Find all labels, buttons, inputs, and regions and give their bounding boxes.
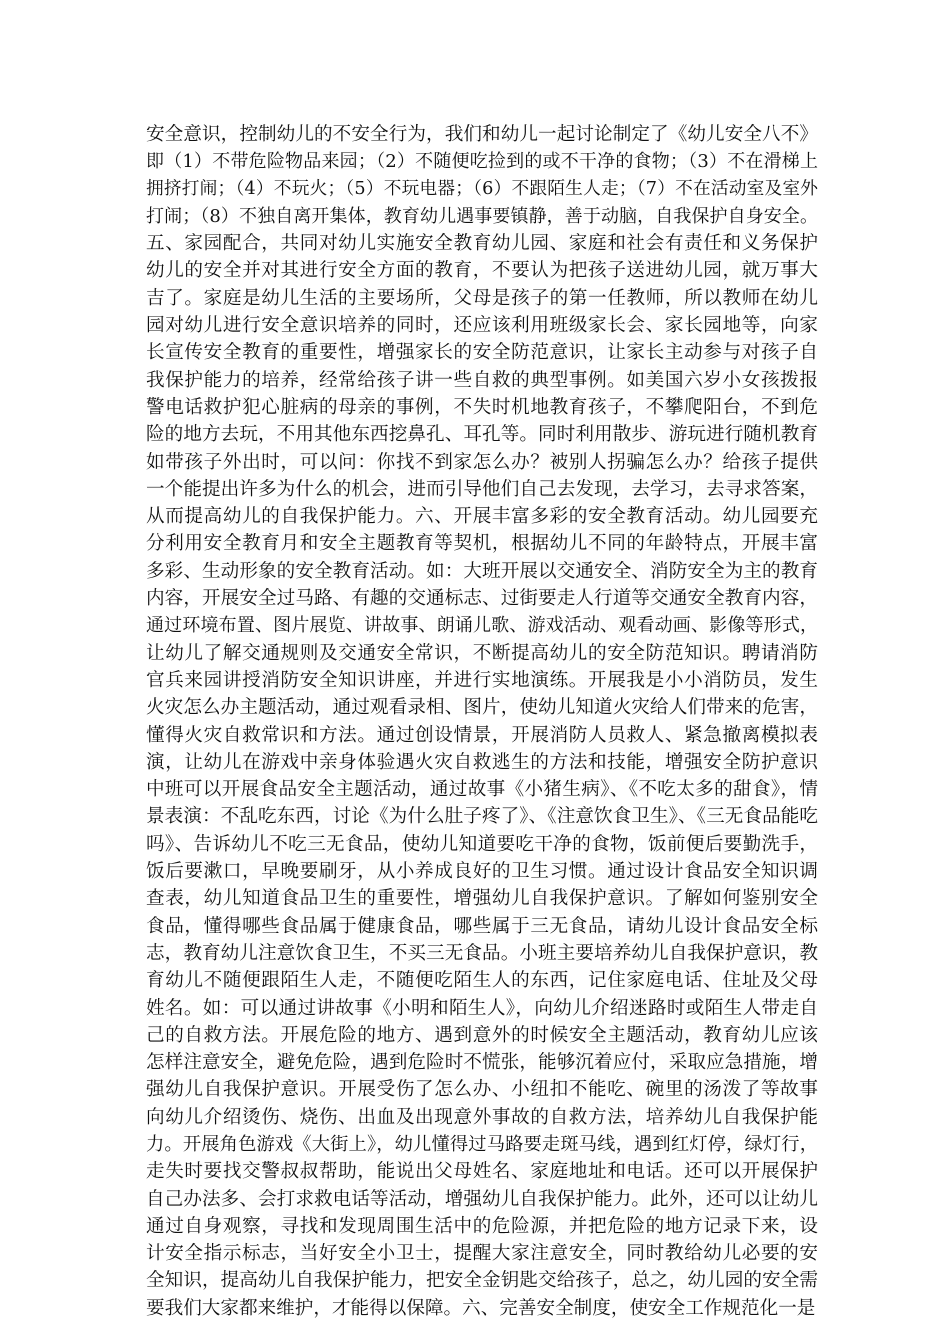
text-line: 走失时要找交警叔叔帮助，能说出父母姓名、家庭地址和电话。还可以开展保护	[146, 1161, 818, 1183]
text-line: 分利用安全教育月和安全主题教育等契机，根据幼儿不同的年龄特点，开展丰富	[146, 533, 818, 555]
text-line: 查表，幼儿知道食品卫生的重要性，增强幼儿自我保护意识。了解如何鉴别安全	[146, 888, 818, 910]
text-line: 己的自救方法。开展危险的地方、遇到意外的时候安全主题活动，教育幼儿应该	[146, 1024, 818, 1046]
text-line: 即（1）不带危险物品来园；（2）不随便吃捡到的或不干净的食物；（3）不在滑梯上	[146, 151, 818, 173]
text-line: 让幼儿了解交通规则及交通安全常识，不断提高幼儿的安全防范知识。聘请消防	[146, 642, 818, 664]
text-line: 通过环境布置、图片展览、讲故事、朗诵儿歌、游戏活动、观看动画、影像等形式，	[146, 615, 818, 637]
text-line: 幼儿的安全并对其进行安全方面的教育，不要认为把孩子送进幼儿园，就万事大	[146, 260, 818, 282]
text-line: 拥挤打闹；（4）不玩火；（5）不玩电器；（6）不跟陌生人走；（7）不在活动室及室外	[146, 178, 818, 199]
text-line: 通过自身观察，寻找和发现周围生活中的危险源，并把危险的地方记录下来，设	[146, 1215, 818, 1237]
text-line: 内容，开展安全过马路、有趣的交通标志、过街要走人行道等交通安全教育内容，	[146, 588, 818, 610]
text-line: 向幼儿介绍烫伤、烧伤、出血及出现意外事故的自救方法，培养幼儿自我保护能	[146, 1106, 818, 1128]
text-line: 长宣传安全教育的重要性，增强家长的安全防范意识，让家长主动参与对孩子自	[146, 342, 818, 364]
text-line: 多彩、生动形象的安全教育活动。如：大班开展以交通安全、消防安全为主的教育	[146, 560, 818, 582]
text-line: 中班可以开展食品安全主题活动，通过故事《小猪生病》、《不吃太多的甜食》，情	[146, 779, 818, 801]
text-line: 力。开展角色游戏《大街上》，幼儿懂得过马路要走斑马线，遇到红灯停，绿灯行，	[146, 1133, 818, 1155]
text-line: 园对幼儿进行安全意识培养的同时，还应该利用班级家长会、家长园地等，向家	[146, 315, 818, 337]
text-line: 饭后要漱口，早晚要刷牙，从小养成良好的卫生习惯。通过设计食品安全知识调	[146, 861, 818, 883]
text-line: 如带孩子外出时，可以问：你找不到家怎么办？被别人拐骗怎么办？给孩子提供	[146, 451, 818, 473]
text-line: 我保护能力的培养，经常给孩子讲一些自救的典型事例。如美国六岁小女孩拨报	[146, 369, 818, 391]
text-line: 强幼儿自我保护意识。开展受伤了怎么办、小纽扣不能吃、碗里的汤泼了等故事	[146, 1079, 818, 1101]
text-line: 官兵来园讲授消防安全知识讲座，并进行实地演练。开展我是小小消防员，发生	[146, 669, 818, 691]
text-line: 懂得火灾自救常识和方法。通过创设情景，开展消防人员救人、紧急撤离模拟表	[146, 724, 818, 746]
text-line: 志，教育幼儿注意饮食卫生，不买三无食品。小班主要培养幼儿自我保护意识，教	[146, 942, 818, 964]
text-line: 演，让幼儿在游戏中亲身体验遇火灾自救逃生的方法和技能，增强安全防护意识	[146, 751, 818, 773]
text-line: 计安全指示标志，当好安全小卫士，提醒大家注意安全，同时教给幼儿必要的安	[146, 1243, 818, 1265]
text-line: 火灾怎么办主题活动，通过观看录相、图片，使幼儿知道火灾给人们带来的危害，	[146, 697, 818, 719]
text-line: 育幼儿不随便跟陌生人走，不随便吃陌生人的东西，记住家庭电话、住址及父母	[146, 970, 818, 992]
text-line: 打闹；（8）不独自离开集体，教育幼儿遇事要镇静，善于动脑，自我保护自身安全。	[146, 205, 818, 227]
text-line: 吉了。家庭是幼儿生活的主要场所，父母是孩子的第一任教师，所以教师在幼儿	[146, 287, 818, 309]
text-line: 警电话救护犯心脏病的母亲的事例，不失时机地教育孩子，不攀爬阳台，不到危	[146, 396, 818, 418]
text-line: 食品，懂得哪些食品属于健康食品，哪些属于三无食品，请幼儿设计食品安全标	[146, 915, 818, 937]
text-line: 五、家园配合，共同对幼儿实施安全教育幼儿园、家庭和社会有责任和义务保护	[146, 233, 818, 255]
text-line: 自己办法多、会打求救电话等活动，增强幼儿自我保护能力。此外，还可以让幼儿	[146, 1188, 818, 1210]
text-line: 安全意识，控制幼儿的不安全行为，我们和幼儿一起讨论制定了《幼儿安全八不》	[146, 124, 818, 145]
text-line: 从而提高幼儿的自我保护能力。六、开展丰富多彩的安全教育活动。幼儿园要充	[146, 506, 818, 528]
body-text	[146, 121, 818, 1322]
text-line: 怎样注意安全，避免危险，遇到危险时不慌张，能够沉着应付，采取应急措施，增	[146, 1052, 818, 1074]
text-line: 险的地方去玩，不用其他东西挖鼻孔、耳孔等。同时利用散步、游玩进行随机教育	[146, 424, 818, 446]
text-line: 一个能提出许多为什么的机会，进而引导他们自己去发现，去学习，去寻求答案，	[146, 478, 818, 500]
text-line: 姓名。如：可以通过讲故事《小明和陌生人》，向幼儿介绍迷路时或陌生人带走自	[146, 997, 818, 1019]
text-line: 要我们大家都来维护，才能得以保障。六、完善安全制度，使安全工作规范化一是	[146, 1297, 816, 1319]
text-line: 景表演：不乱吃东西，讨论《为什么肚子疼了》、《注意饮食卫生》、《三无食品能吃	[146, 806, 818, 828]
text-line: 全知识，提高幼儿自我保护能力，把安全金钥匙交给孩子，总之，幼儿园的安全需	[146, 1270, 818, 1292]
text-line: 吗》、告诉幼儿不吃三无食品，使幼儿知道要吃干净的食物，饭前便后要勤洗手，	[146, 833, 818, 855]
